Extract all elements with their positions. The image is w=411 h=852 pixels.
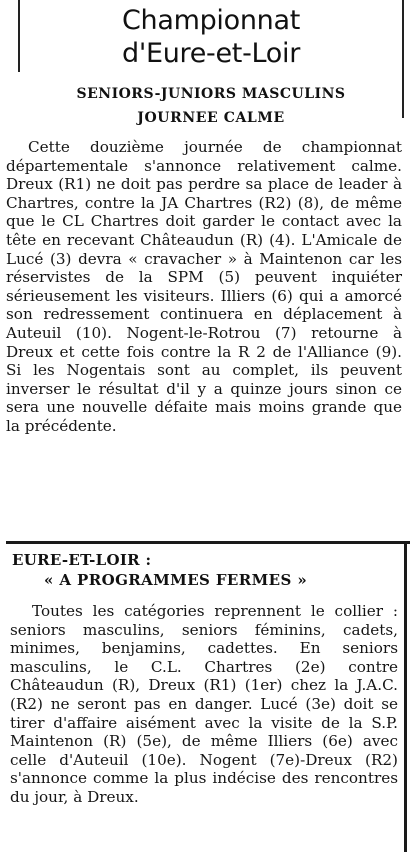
- headline: [20, 4, 402, 70]
- headline-line-1: Championnat: [121, 5, 301, 36]
- article-2-subheading: « A PROGRAMMES FERMES »: [44, 571, 308, 589]
- headline-line-2: d'Eure-et-Loir: [121, 38, 301, 69]
- header-rule-right: [402, 0, 404, 118]
- article-divider-vertical: [404, 541, 407, 852]
- article-1-paragraph: Cette douzième journée de championnat départementale s'annonce relativement calme. Dreux (R1) ne doit pas perdre sa place de leader à Chartres, contre la JA Chartres (R2) (8), de même que le CL Chartres doit garder le contact avec la tête en recevant Châteaudun (R) (4). L'Amicale de Lucé (3) devra « cravacher » à Maintenon car les réservistes de la SPM (5) peuvent inquiéter sérieusement les visiteurs. Illiers (6) qui a amorcé son redressement continuera en déplacement à Auteuil (10). Nogent-le-Rotrou (7) retourne à Dreux et cette fois contre la R 2 de l'Alliance (9). Si les Nogentais sont au complet, ils peuvent inverser le résultat d'il y a quinze jours sinon ce sera une nouvelle défaite mais moins grande que la précédente.: [6, 138, 402, 435]
- section-heading: SENIORS-JUNIORS MASCULINS: [76, 86, 346, 102]
- article-divider-horizontal: [6, 541, 410, 544]
- article-subtitle: JOURNEE CALME: [137, 110, 285, 126]
- article-1-body: [6, 138, 402, 436]
- article-2-paragraph: Toutes les catégories reprennent le collier : seniors masculins, seniors féminins, cadets, minimes, benjamins, cadettes. En seniors masculins, le C.L. Chartres (2e) contre Châteaudun (R), Dreux (R1) (1er) chez la J.A.C. (R2) ne seront pas en danger. Lucé (3e) doit se tirer d'affaire aisément avec la visite de la S.P. Maintenon (R) (5e), de même Illiers (6e) avec celle d'Auteuil (10e). Nogent (7e)-Dreux (R2) s'annonce comme la plus indécise des rencontres du jour, à Dreux.: [10, 602, 398, 806]
- article-2-heading: EURE-ET-LOIR :: [12, 551, 152, 569]
- article-2-body: [10, 602, 398, 807]
